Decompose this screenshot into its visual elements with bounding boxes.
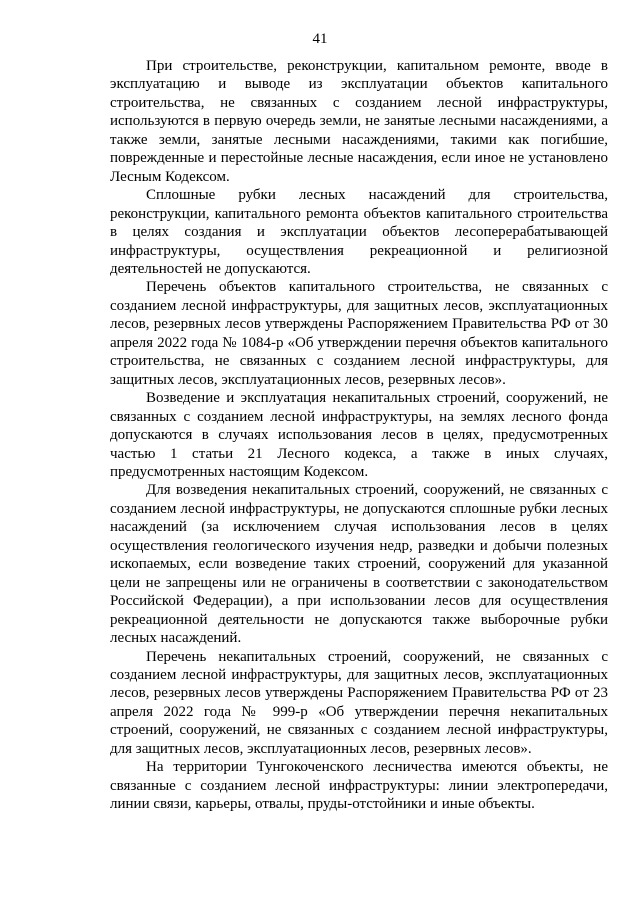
page-number: 41 [312,31,328,47]
paragraph-construction-land-use: При строительстве, реконструкции, капитальном ремонте, вводе в эксплуатацию и выводе из эксплуатации объектов капитального строительства, не связанных с созданием лесной инфраструктуры, используются в первую очередь земли, не занятые лесными насаждениями, а также земли, занятые лесными насаждениями, такими как погибшие, поврежденные и перестойные лесные насаждения, если иное не установлено Лесным Кодексом. [110,58,608,185]
paragraph-capital-objects-list: Перечень объектов капитального строительства, не связанных с созданием лесной инфраструктуры, для защитных лесов, эксплуатационных лесов, резервных лесов утверждены Распоряжением Правительства РФ от 30 апреля 2022 года № 1084-р «Об утверждении перечня объектов капитального строительства, не связанных с созданием лесной инфраструктуры, для защитных лесов, эксплуатационных лесов, резервных лесов». [110,279,608,388]
paragraph-clear-cutting-restriction: Сплошные рубки лесных насаждений для строительства, реконструкции, капитального ремонта объектов капитального строительства в целях создания и эксплуатации объектов лесоперерабатывающей инфраструктуры, осуществления рекреационной и религиозной деятельностей не допускаются. [110,187,608,277]
paragraph-non-capital-cutting-rules: Для возведения некапитальных строений, сооружений, не связанных с созданием лесной инфраструктуры, не допускаются сплошные рубки лесных насаждений (за исключением случая использования лесов в целях осуществления геологического изучения недр, разведки и добычи полезных ископаемых, если возведение таких строений, сооружений для указанной цели не запрещены или не ограничены в соответствии с законодательством Российской Федерации), а при использовании лесов для осуществления рекреационной деятельности не допускаются также выборочные рубки лесных насаждений. [110,482,608,647]
paragraph-non-capital-objects-list: Перечень некапитальных строений, сооружений, не связанных с созданием лесной инфраструктуры, для защитных лесов, эксплуатационных лесов, резервных лесов утверждены Распоряжением Правительства РФ от 23 апреля 2022 года № 999-р «Об утверждении перечня некапитальных строений, сооружений, не связанных с созданием лесной инфраструктуры, для защитных лесов, эксплуатационных лесов, резервных лесов». [110,648,608,757]
paragraph-forestry-objects: На территории Тунгокоченского лесничества имеются объекты, не связанные с созданием лесной инфраструктуры: линии электропередачи, линии связи, карьеры, отвалы, пруды-отстойники и иные объекты. [110,759,608,813]
document-body [110,57,608,814]
paragraph-non-capital-structures: Возведение и эксплуатация некапитальных строений, сооружений, не связанных с созданием лесной инфраструктуры, на землях лесного фонда допускаются в случаях использования лесов в целях, предусмотренных частью 1 статьи 21 Лесного кодекса, а также в иных случаях, предусмотренных настоящим Кодексом. [110,390,608,480]
